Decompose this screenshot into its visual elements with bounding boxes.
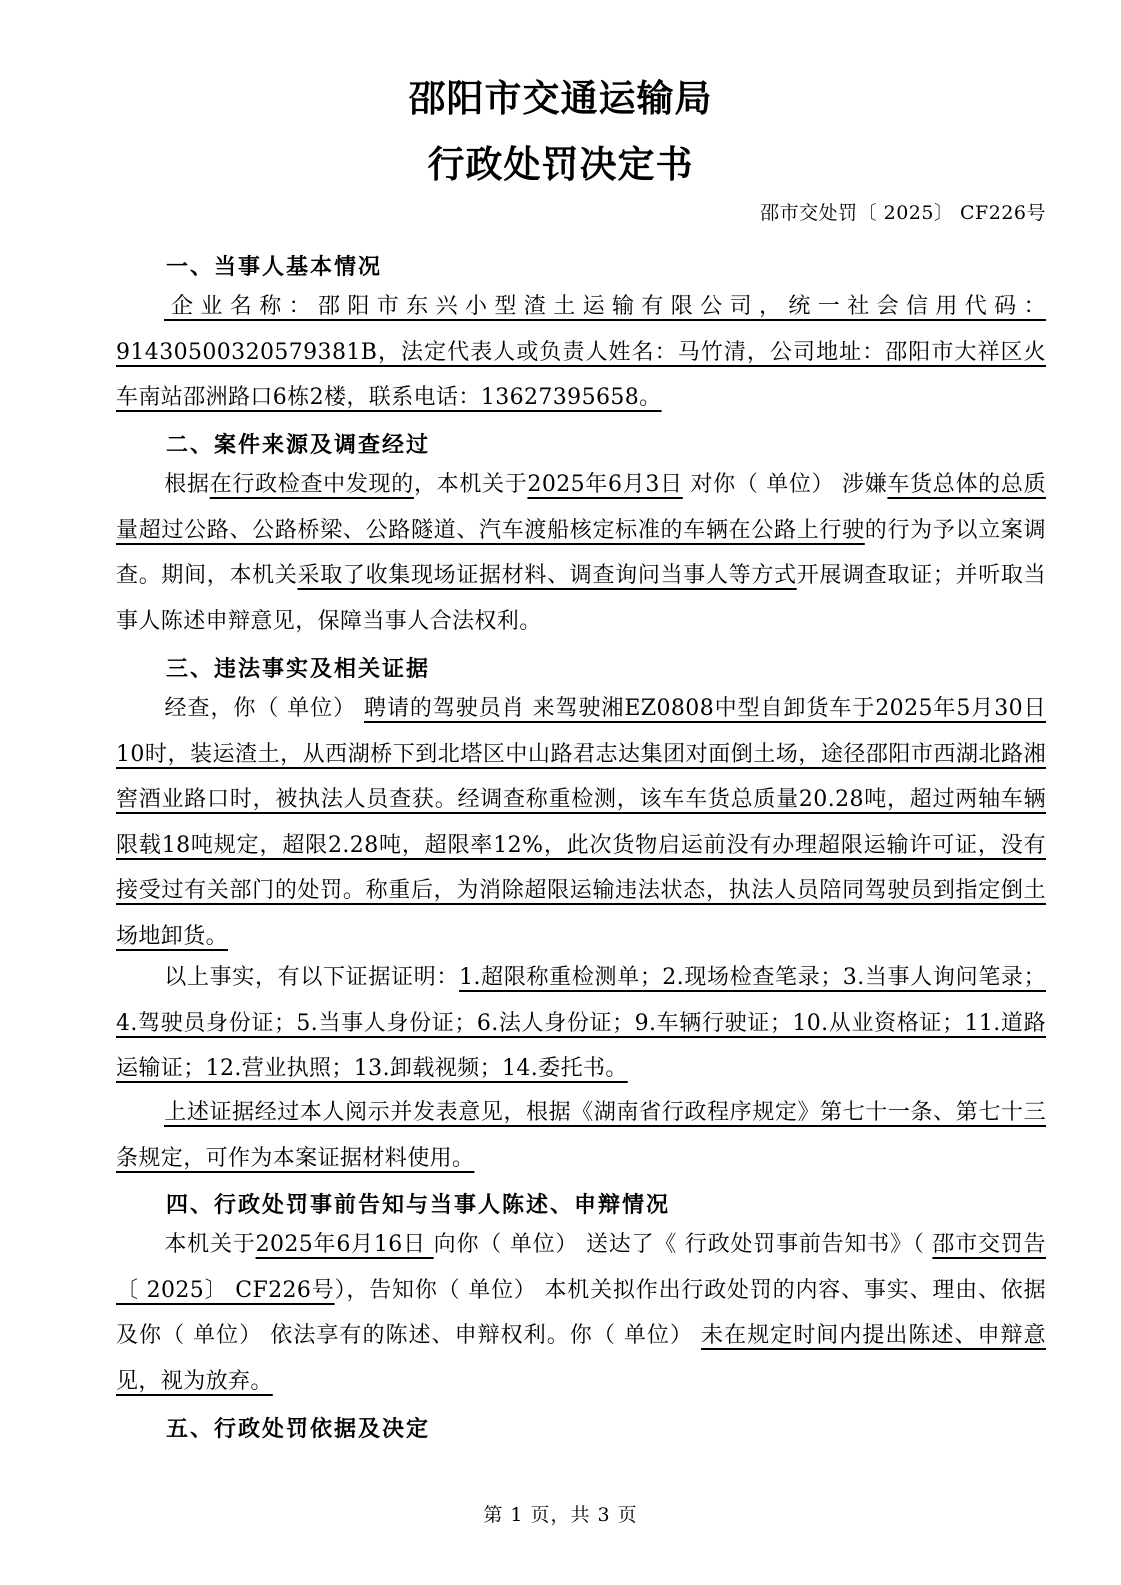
section-4-paragraph: 本机关于2025年6月16日 向你（ 单位） 送达了《 行政处罚事前告知书》（ 邵市交罚告〔 2025〕 CF226号），告知你（ 单位） 本机关拟作出行政处罚的内容、事实、理由、依据及你（ 单位） 依法享有的陈述、申辩权利。你（ 单位） 未在规定时间内提出陈述、申辩意见，视为放弃。 [116,1232,1046,1394]
party-info: 企业名称：邵阳市东兴小型渣土运输有限公司，统一社会信用代码：91430500320579381B，法定代表人或负责人姓名：马竹清，公司地址：邵阳市大祥区火车南站邵洲路口6栋2楼，联系电话：13627395658。 [116,294,1046,410]
agency-title: 邵阳市交通运输局 [408,77,713,120]
section-4-heading: 四、行政处罚事前告知与当事人陈述、申辩情况 [166,1193,671,1218]
section-1-heading: 一、当事人基本情况 [166,255,383,280]
document-number: 邵市交处罚〔 2025〕 CF226号 [760,202,1046,224]
document-type-title: 行政处罚决定书 [427,143,694,186]
section-2-heading: 二、案件来源及调查经过 [166,433,431,458]
section-3-heading: 三、违法事实及相关证据 [166,657,431,682]
section-3-evidence-note: 上述证据经过本人阅示并发表意见，根据《湖南省行政程序规定》第七十一条、第七十三条规定，可作为本案证据材料使用。 [116,1100,1046,1171]
section-1-paragraph [116,284,1046,421]
page-number: 第 1 页，共 3 页 [483,1504,638,1526]
section-2-paragraph: 根据在行政检查中发现的，本机关于2025年6月3日 对你（ 单位） 涉嫌车货总体的总质量超过公路、公路桥梁、公路隧道、汽车渡船核定标准的车辆在公路上行驶的行为予以立案调查。期间，本机关采取了收集现场证据材料、调查询问当事人等方式开展调查取证；并听取当事人陈述申辩意见，保障当事人合法权利。 [116,472,1047,634]
section-5-heading: 五、行政处罚依据及决定 [166,1417,431,1442]
section-3-facts: 经查，你（ 单位） 聘请的驾驶员肖 来驾驶湘EZ0808中型自卸货车于2025年5月30日10时，装运渣土，从西湖桥下到北塔区中山路君志达集团对面倒土场，途径邵阳市西湖北路湘窖酒业路口时，被执法人员查获。经调查称重检测，该车车货总质量20.28吨，超过两轴车辆限载18吨规定，超限2.28吨，超限率12%，此次货物启运前没有办理超限运输许可证，没有接受过有关部门的处罚。称重后，为消除超限运输违法状态，执法人员陪同驾驶员到指定倒土场地卸货。 [116,696,1046,949]
section-3-evidence: 以上事实，有以下证据证明：1.超限称重检测单；2.现场检查笔录；3.当事人询问笔录；4.驾驶员身份证；5.当事人身份证；6.法人身份证；9.车辆行驶证；10.从业资格证；11.道路运输证；12.营业执照；13.卸载视频；14.委托书。 [116,965,1047,1081]
